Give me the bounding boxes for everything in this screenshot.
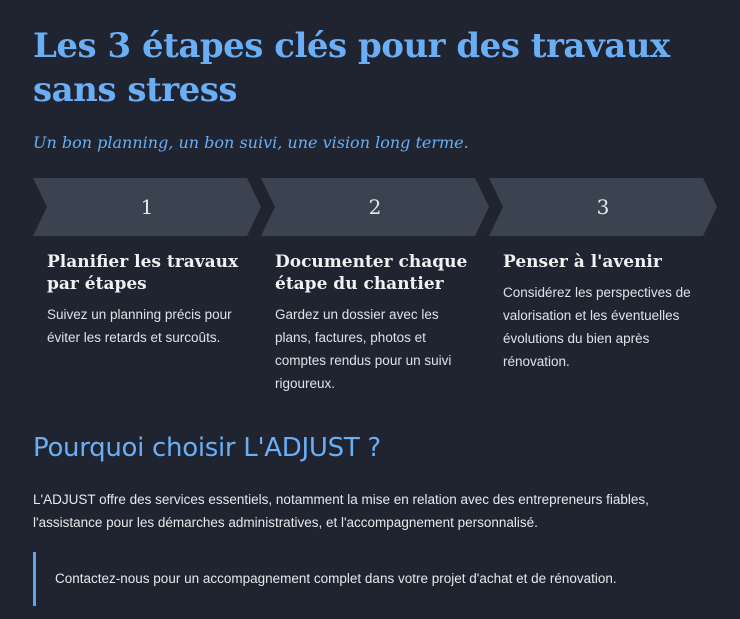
step-1-title: Planifier les travaux par étapes <box>47 252 239 294</box>
why-paragraph: L'ADJUST offre des services essentiels, notamment la mise en relation avec des entrepreneurs fiables, l'assistance pour les démarches administratives, et l'accompagnement personnalisé. <box>33 492 649 530</box>
step-2-chevron <box>261 178 489 236</box>
steps-section <box>33 178 717 438</box>
step-3-description: Considérez les perspectives de valorisation et les éventuelles évolutions du bien après rénovation. <box>503 285 691 369</box>
contact-callout-text: Contactez-nous pour un accompagnement complet dans votre projet d'achat et de rénovation. <box>55 571 617 586</box>
step-3-chevron <box>489 178 717 236</box>
page-subtitle: Un bon planning, un bon suivi, une vision long terme. <box>33 133 469 152</box>
page-title: Les 3 étapes clés pour des travaux sans stress <box>33 26 670 110</box>
step-3-title: Penser à l'avenir <box>503 252 662 272</box>
why-heading: Pourquoi choisir L'ADJUST ? <box>33 433 381 463</box>
step-2-number: 2 <box>368 195 382 219</box>
step-1-description: Suivez un planning précis pour éviter les retards et surcoûts. <box>47 307 232 345</box>
step-2-content <box>275 251 475 395</box>
step-1-chevron <box>33 178 261 236</box>
contact-callout <box>33 552 706 606</box>
step-2-description: Gardez un dossier avec les plans, factures, photos et comptes rendus pour un suivi rigoureux. <box>275 307 452 391</box>
step-3-content <box>503 251 703 373</box>
step-2-title: Documenter chaque étape du chantier <box>275 252 468 294</box>
step-1-content <box>47 251 247 349</box>
step-1-number: 1 <box>140 195 154 219</box>
step-3-number: 3 <box>596 195 610 219</box>
